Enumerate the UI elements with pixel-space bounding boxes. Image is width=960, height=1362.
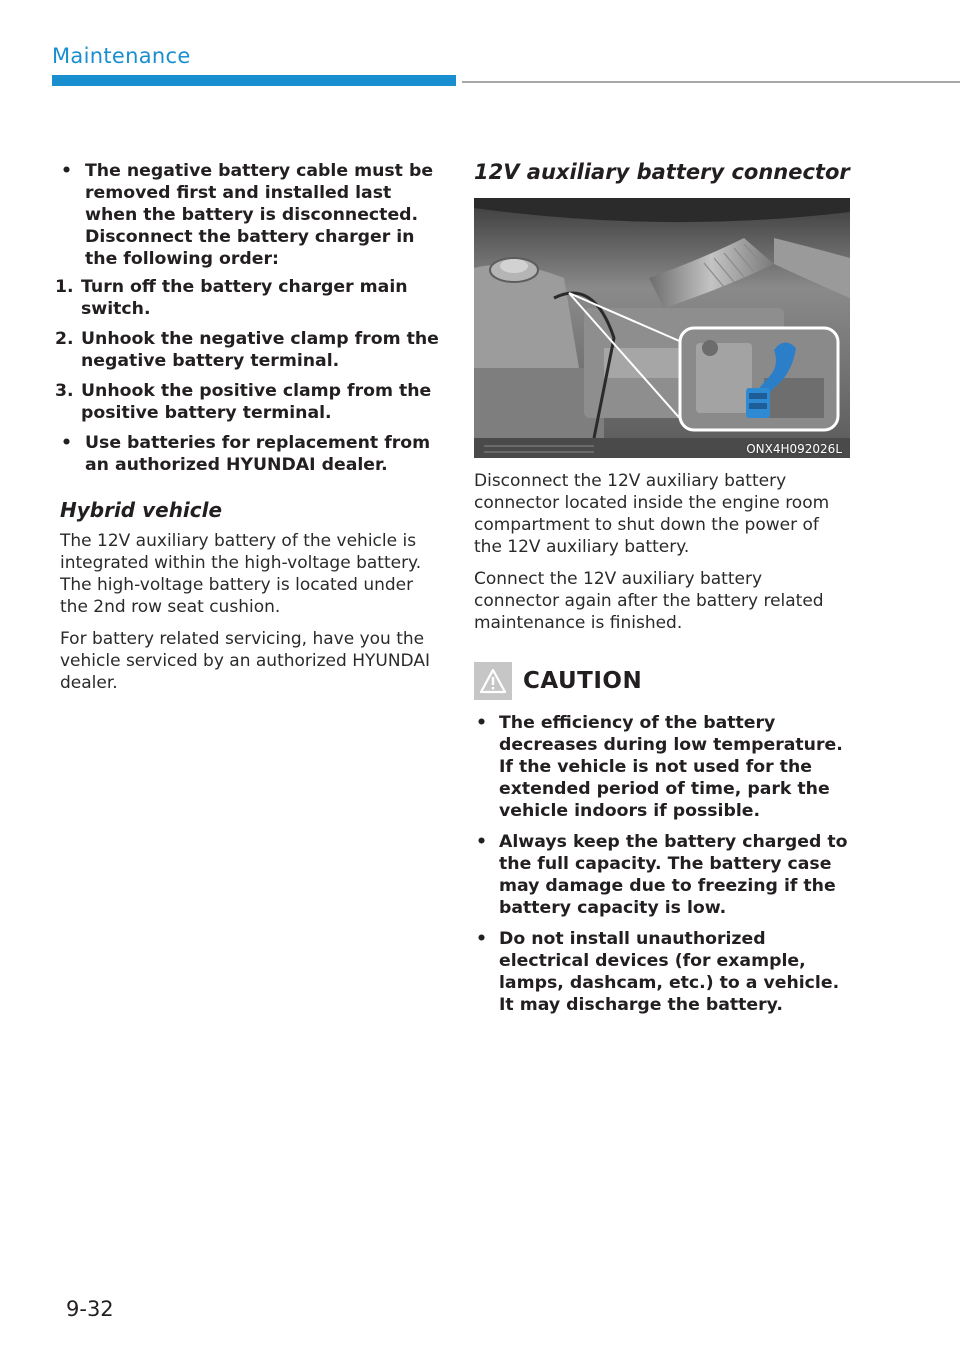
right-column [474, 160, 852, 1025]
caution-header [474, 662, 852, 700]
engine-bay-illustration [474, 198, 850, 458]
list-item: 1. Turn off the battery charger main switch. [55, 277, 408, 319]
hybrid-heading: Hybrid vehicle [60, 498, 223, 522]
section-title: Maintenance [52, 44, 191, 68]
hybrid-paragraph-2: For battery related servicing, have you the vehicle serviced by an authorized HYUNDAI dealer. [60, 629, 430, 693]
page-number: 9-32 [66, 1297, 114, 1321]
engine-bay-figure [474, 198, 850, 458]
list-item: 2. Unhook the negative clamp from the negative battery terminal. [55, 329, 439, 371]
left-column [55, 160, 440, 704]
bullet-negative-cable: • The negative battery cable must be removed first and installed last when the battery is disconnected. Disconnect the battery charger in the following order: [55, 160, 440, 270]
caution-title: CAUTION [523, 668, 643, 694]
charger-steps [55, 276, 440, 424]
connector-heading: 12V auxiliary battery connector [474, 160, 850, 184]
caution-item: • The efficiency of the battery decreases during low temperature. If the vehicle is not used for the extended period of time, park the vehicle indoors if possible. [474, 712, 852, 822]
connector-paragraph-1: Disconnect the 12V auxiliary battery connector located inside the engine room compartment to shut down the power of the 12V auxiliary battery. [474, 471, 830, 557]
caution-item: • Always keep the battery charged to the full capacity. The battery case may damage due to freezing if the battery capacity is low. [474, 831, 852, 919]
connector-paragraph-2: Connect the 12V auxiliary battery connector again after the battery related maintenance is finished. [474, 569, 824, 633]
header-rule [462, 81, 960, 83]
caution-item: • Do not install unauthorized electrical devices (for example, lamps, dashcam, etc.) to a vehicle. It may discharge the battery. [474, 928, 852, 1016]
hybrid-paragraph-1: The 12V auxiliary battery of the vehicle is integrated within the high-voltage battery. The high-voltage battery is located under the 2nd row seat cushion. [60, 531, 422, 617]
figure-code: ONX4H092026L [746, 442, 842, 456]
list-item: 3. Unhook the positive clamp from the positive battery terminal. [55, 381, 432, 423]
warning-triangle-icon [474, 662, 512, 700]
bullet-replacement: • Use batteries for replacement from an authorized HYUNDAI dealer. [55, 432, 440, 476]
header-accent-bar [52, 75, 456, 86]
